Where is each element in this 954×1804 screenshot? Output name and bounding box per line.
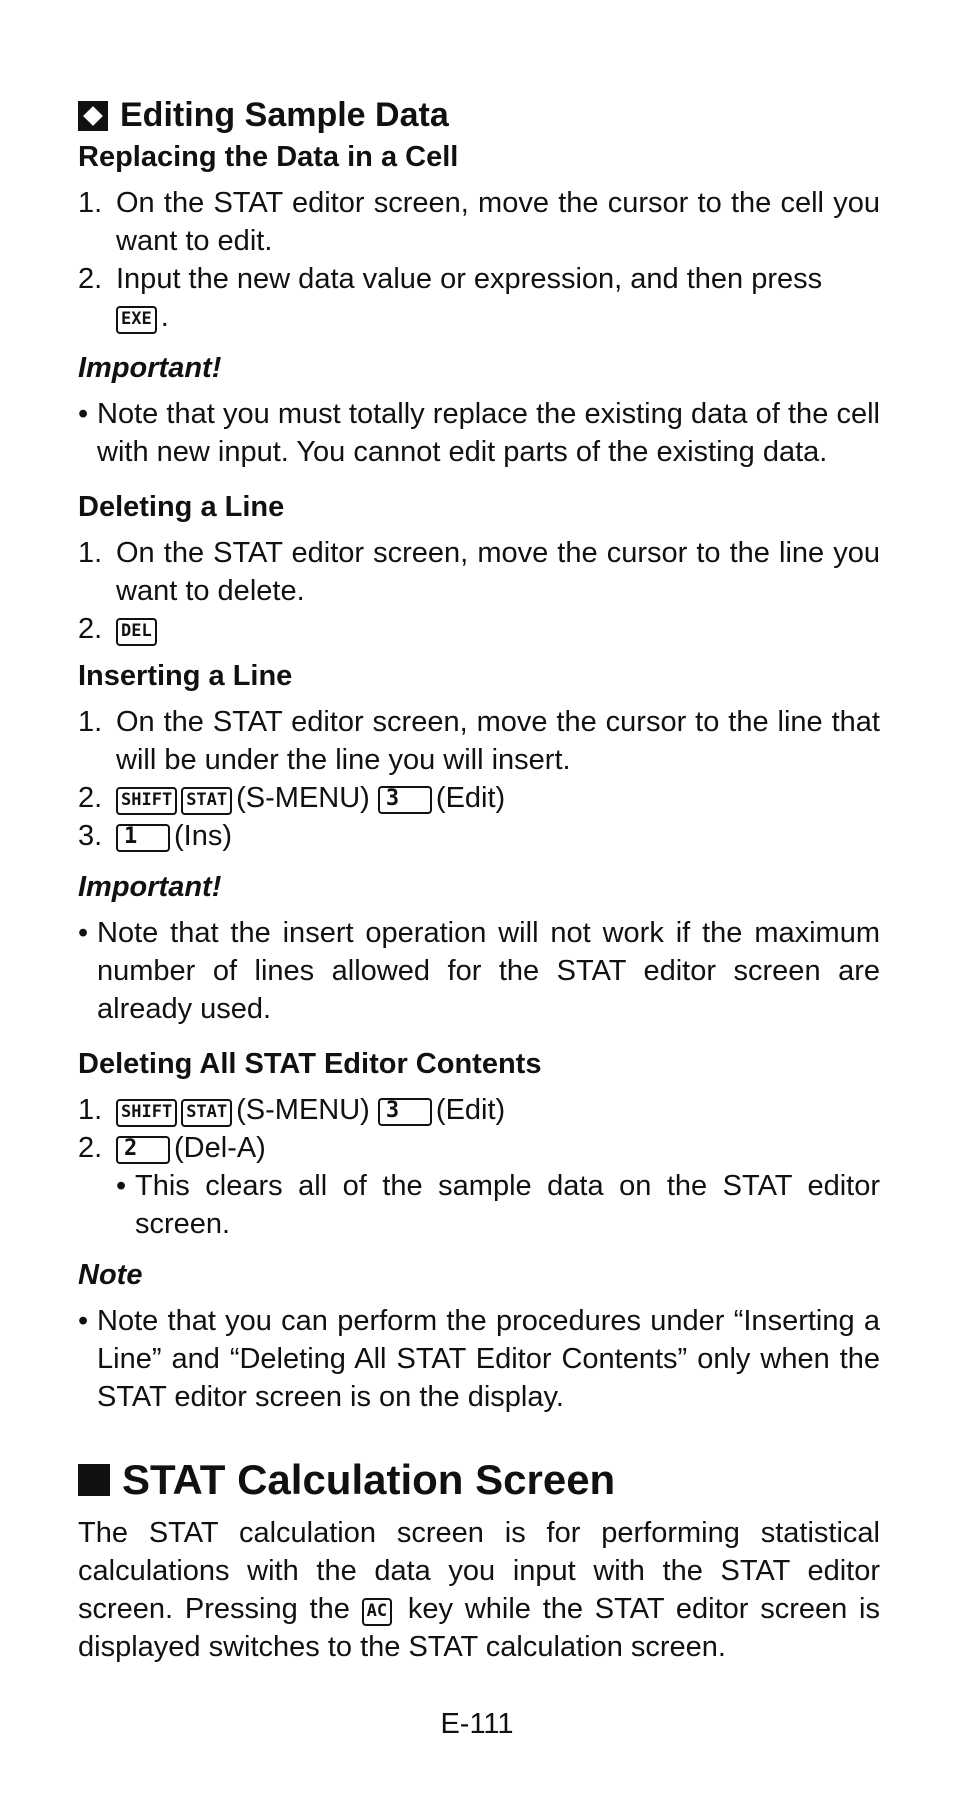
list-item: 1. SHIFT STAT (S-MENU) 3 (Edit) bbox=[78, 1094, 506, 1126]
list-item: • This clears all of the sample data on the STAT editor screen. bbox=[116, 1170, 880, 1240]
stat-key-icon: STAT bbox=[181, 1099, 232, 1127]
page-number: E-111 bbox=[440, 1708, 514, 1740]
section-title: Editing Sample Data bbox=[120, 96, 449, 134]
one-key-icon: 1 bbox=[116, 824, 170, 852]
list-item: 1. On the STAT editor screen, move the cursor to the line you want to delete. bbox=[78, 537, 880, 607]
square-bullet-icon bbox=[78, 1464, 110, 1496]
three-key-icon: 3 bbox=[378, 1098, 432, 1126]
subheading-delete-all: Deleting All STAT Editor Contents bbox=[78, 1048, 542, 1080]
subheading-delete-line: Deleting a Line bbox=[78, 491, 285, 523]
three-key-icon: 3 bbox=[378, 786, 432, 814]
shift-key-icon: SHIFT bbox=[116, 1099, 177, 1127]
stat-key-icon: STAT bbox=[181, 787, 232, 815]
manual-page bbox=[78, 96, 880, 1666]
list-item: 3. 1 (Ins) bbox=[78, 820, 232, 852]
list-item: 1. On the STAT editor screen, move the cursor to the cell you want to edit. bbox=[78, 187, 880, 257]
list-item: 1. On the STAT editor screen, move the cursor to the line that will be under the line you will insert. bbox=[78, 706, 880, 776]
list-item: • Note that you must totally replace the existing data of the cell with new input. You cannot edit parts of the existing data. bbox=[78, 398, 880, 468]
shift-key-icon: SHIFT bbox=[116, 787, 177, 815]
exe-key-icon: EXE bbox=[116, 306, 157, 334]
list-item: 2. DEL bbox=[78, 610, 880, 648]
two-key-icon: 2 bbox=[116, 1136, 170, 1164]
note-label: Note bbox=[78, 1259, 143, 1291]
list-item: 2. SHIFT STAT (S-MENU) 3 (Edit) bbox=[78, 782, 506, 814]
del-key-icon: DEL bbox=[116, 618, 157, 646]
important-label: Important! bbox=[78, 352, 222, 384]
section-heading-stat-calc bbox=[78, 1456, 880, 1504]
body-paragraph: The STAT calculation screen is for performing statistical calculations with the data you input with the STAT editor screen. Pressing the AC key while the STAT editor screen is displayed switches to the STAT calculation screen. bbox=[78, 1517, 880, 1663]
subheading-replace: Replacing the Data in a Cell bbox=[78, 141, 459, 173]
subheading-insert-line: Inserting a Line bbox=[78, 660, 293, 692]
list-item: • Note that you can perform the procedures under “Inserting a Line” and “Deleting All STAT Editor Contents” only when the STAT editor screen is on the display. bbox=[78, 1305, 880, 1413]
section-title: STAT Calculation Screen bbox=[122, 1456, 616, 1503]
important-label: Important! bbox=[78, 871, 222, 903]
ac-key-icon: AC bbox=[362, 1598, 392, 1626]
list-item: 2. 2 (Del-A) bbox=[78, 1132, 266, 1164]
list-item: • Note that the insert operation will not work if the maximum number of lines allowed for the STAT editor screen are already used. bbox=[78, 917, 880, 1025]
list-item: 2. Input the new data value or expression, and then press EXE . bbox=[78, 263, 823, 333]
diamond-bullet-icon bbox=[78, 101, 108, 131]
section-heading-editing bbox=[78, 96, 880, 135]
